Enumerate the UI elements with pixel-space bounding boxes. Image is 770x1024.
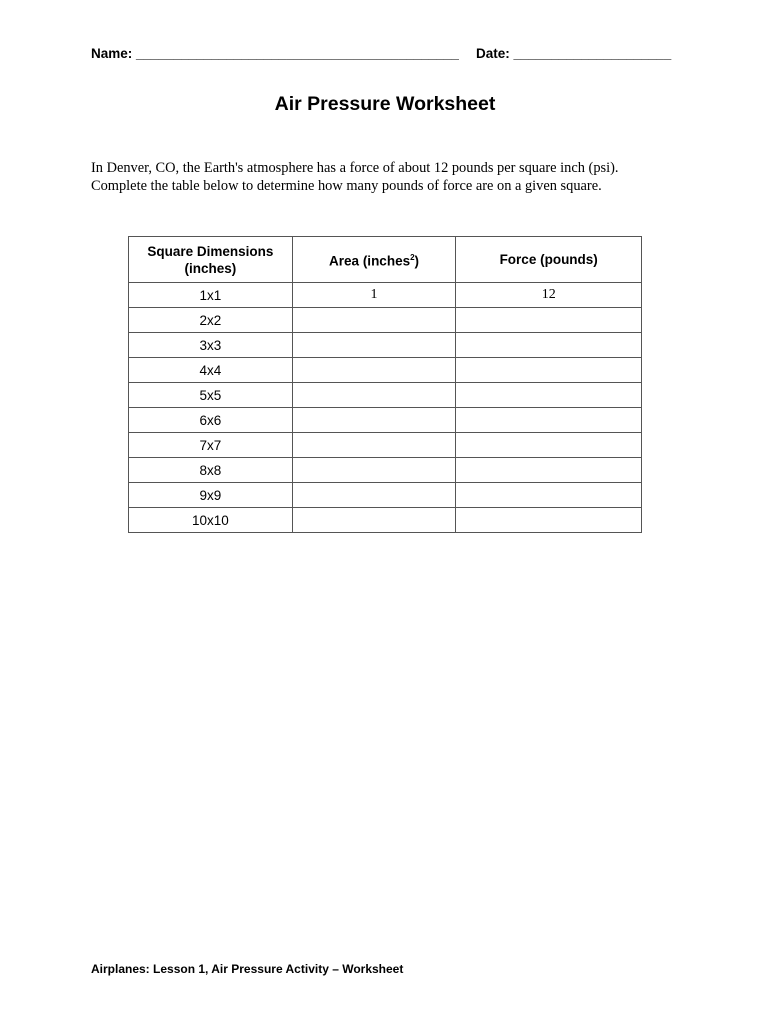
dimensions-cell: 2x2 bbox=[129, 308, 293, 333]
table-row bbox=[129, 283, 642, 308]
header-area-suffix: ) bbox=[414, 253, 420, 269]
dimensions-cell: 6x6 bbox=[129, 408, 293, 433]
header-force: Force (pounds) bbox=[456, 237, 642, 283]
table-row bbox=[129, 508, 642, 533]
dimensions-cell: 4x4 bbox=[129, 358, 293, 383]
table-row bbox=[129, 483, 642, 508]
date-label: Date: bbox=[476, 46, 510, 61]
area-cell[interactable] bbox=[292, 433, 456, 458]
name-blank-line[interactable]: ___________________________________________ bbox=[136, 46, 459, 61]
area-cell[interactable] bbox=[292, 383, 456, 408]
dimensions-cell: 7x7 bbox=[129, 433, 293, 458]
dimensions-cell: 3x3 bbox=[129, 333, 293, 358]
table-row bbox=[129, 408, 642, 433]
name-date-header bbox=[91, 46, 681, 61]
area-cell[interactable] bbox=[292, 458, 456, 483]
table-row bbox=[129, 458, 642, 483]
force-cell[interactable]: 12 bbox=[456, 283, 642, 308]
dimensions-cell: 10x10 bbox=[129, 508, 293, 533]
dimensions-cell: 1x1 bbox=[129, 283, 293, 308]
table-row bbox=[129, 333, 642, 358]
area-cell[interactable]: 1 bbox=[292, 283, 456, 308]
header-dimensions-line2: (inches) bbox=[184, 260, 237, 276]
intro-line-1: In Denver, CO, the Earth's atmosphere has a force of about 12 pounds per square inch (psi). bbox=[91, 160, 619, 176]
date-field[interactable] bbox=[476, 46, 671, 61]
page-footer: Airplanes: Lesson 1, Air Pressure Activity – Worksheet bbox=[91, 962, 404, 976]
force-cell[interactable] bbox=[456, 408, 642, 433]
force-cell[interactable] bbox=[456, 508, 642, 533]
area-cell[interactable] bbox=[292, 508, 456, 533]
table-row bbox=[129, 433, 642, 458]
area-cell[interactable] bbox=[292, 358, 456, 383]
page-title: Air Pressure Worksheet bbox=[274, 93, 496, 115]
name-field[interactable] bbox=[91, 46, 459, 61]
intro-line-2: Complete the table below to determine how many pounds of force are on a given square. bbox=[91, 178, 602, 194]
dimensions-cell: 9x9 bbox=[129, 483, 293, 508]
area-cell[interactable] bbox=[292, 408, 456, 433]
area-cell[interactable] bbox=[292, 333, 456, 358]
intro-paragraph bbox=[91, 159, 691, 195]
force-cell[interactable] bbox=[456, 483, 642, 508]
force-cell[interactable] bbox=[456, 308, 642, 333]
header-area bbox=[292, 237, 456, 283]
force-cell[interactable] bbox=[456, 383, 642, 408]
dimensions-cell: 5x5 bbox=[129, 383, 293, 408]
table-row bbox=[129, 308, 642, 333]
header-dimensions-line1: Square Dimensions bbox=[147, 243, 274, 259]
dimensions-cell: 8x8 bbox=[129, 458, 293, 483]
area-cell[interactable] bbox=[292, 308, 456, 333]
date-blank-line[interactable]: _____________________ bbox=[513, 46, 672, 61]
header-square-dimensions bbox=[129, 237, 293, 283]
table-row bbox=[129, 358, 642, 383]
header-area-prefix: Area (inches bbox=[329, 253, 411, 269]
name-label: Name: bbox=[91, 46, 133, 61]
force-cell[interactable] bbox=[456, 333, 642, 358]
force-cell[interactable] bbox=[456, 358, 642, 383]
force-cell[interactable] bbox=[456, 433, 642, 458]
header-area-superscript: 2 bbox=[410, 253, 415, 263]
air-pressure-table bbox=[128, 236, 642, 533]
force-cell[interactable] bbox=[456, 458, 642, 483]
area-cell[interactable] bbox=[292, 483, 456, 508]
table-header-row bbox=[129, 237, 642, 283]
table-row bbox=[129, 383, 642, 408]
